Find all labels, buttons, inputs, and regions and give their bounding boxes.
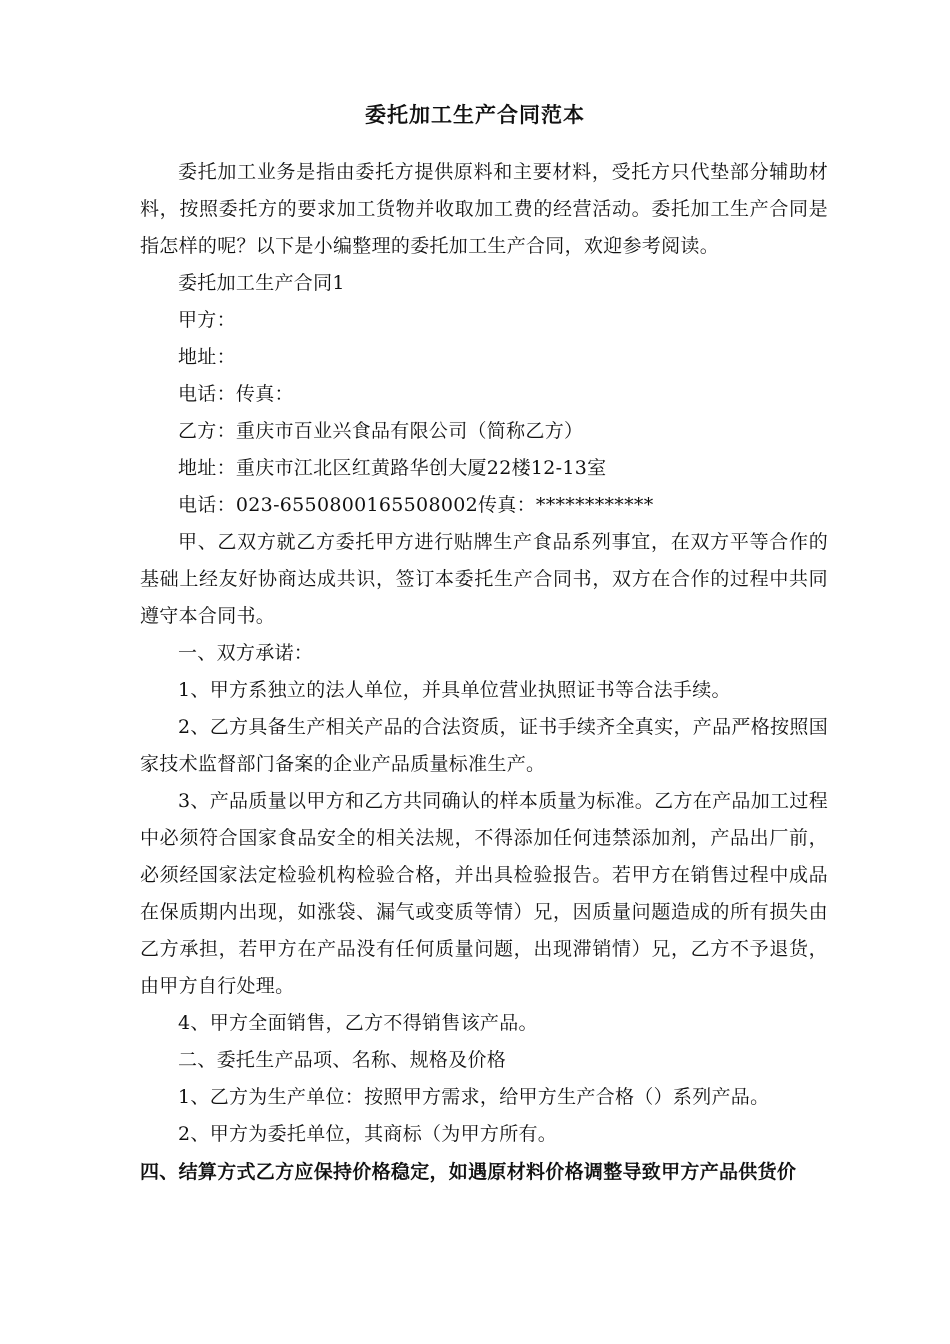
product-item-1: 1、乙方为生产单位：按照甲方需求，给甲方生产合格（）系列产品。 <box>178 1086 770 1108</box>
contract-heading: 委托加工生产合同1 <box>178 272 345 294</box>
section-heading-commitments: 一、双方承诺： <box>178 642 314 664</box>
party-a-address: 地址： <box>178 346 236 368</box>
party-a-phone-fax: 电话：传真： <box>178 383 294 405</box>
intro-paragraph: 委托加工业务是指由委托方提供原料和主要材料，受托方只代垫部分辅助材料，按照委托方的要求加工货物并收取加工费的经营活动。委托加工生产合同是指怎样的呢？以下是小编整理的委托加工生产合同，欢迎参考阅读。 <box>140 161 828 257</box>
commitment-item-4: 4、甲方全面销售，乙方不得销售该产品。 <box>178 1012 538 1034</box>
section-heading-products: 二、委托生产品项、名称、规格及价格 <box>178 1049 507 1071</box>
document-body <box>140 154 828 1191</box>
settlement-heading: 四、结算方式乙方应保持价格稳定，如遇原材料价格调整导致甲方产品供货价 <box>140 1161 797 1183</box>
party-b-address: 地址：重庆市江北区红黄路华创大厦22楼12-13室 <box>178 457 607 479</box>
agreement-paragraph: 甲、乙双方就乙方委托甲方进行贴牌生产食品系列事宜，在双方平等合作的基础上经友好协商达成共识，签订本委托生产合同书，双方在合作的过程中共同遵守本合同书。 <box>140 531 828 627</box>
party-b-phone-fax: 电话：023-6550800165508002传真：************ <box>178 494 654 516</box>
commitment-item-2: 2、乙方具备生产相关产品的合法资质，证书手续齐全真实，产品严格按照国家技术监督部门备案的企业产品质量标准生产。 <box>140 716 828 775</box>
party-a-label: 甲方： <box>178 309 236 331</box>
commitment-item-1: 1、甲方系独立的法人单位，并具单位营业执照证书等合法手续。 <box>178 679 731 701</box>
party-b-name: 乙方：重庆市百业兴食品有限公司（简称乙方） <box>178 420 584 442</box>
product-item-2: 2、甲方为委托单位，其商标（为甲方所有。 <box>178 1123 558 1145</box>
document-title: 委托加工生产合同范本 <box>365 103 585 127</box>
commitment-item-3: 3、产品质量以甲方和乙方共同确认的样本质量为标准。乙方在产品加工过程中必须符合国家食品安全的相关法规，不得添加任何违禁添加剂，产品出厂前，必须经国家法定检验机构检验合格，并出具检验报告。若甲方在销售过程中成品在保质期内出现，如涨袋、漏气或变质等情）兄，因质量问题造成的所有损失由乙方承担，若甲方在产品没有任何质量问题，出现滞销情）兄，乙方不予退货，由甲方自行处理。 <box>140 790 828 997</box>
